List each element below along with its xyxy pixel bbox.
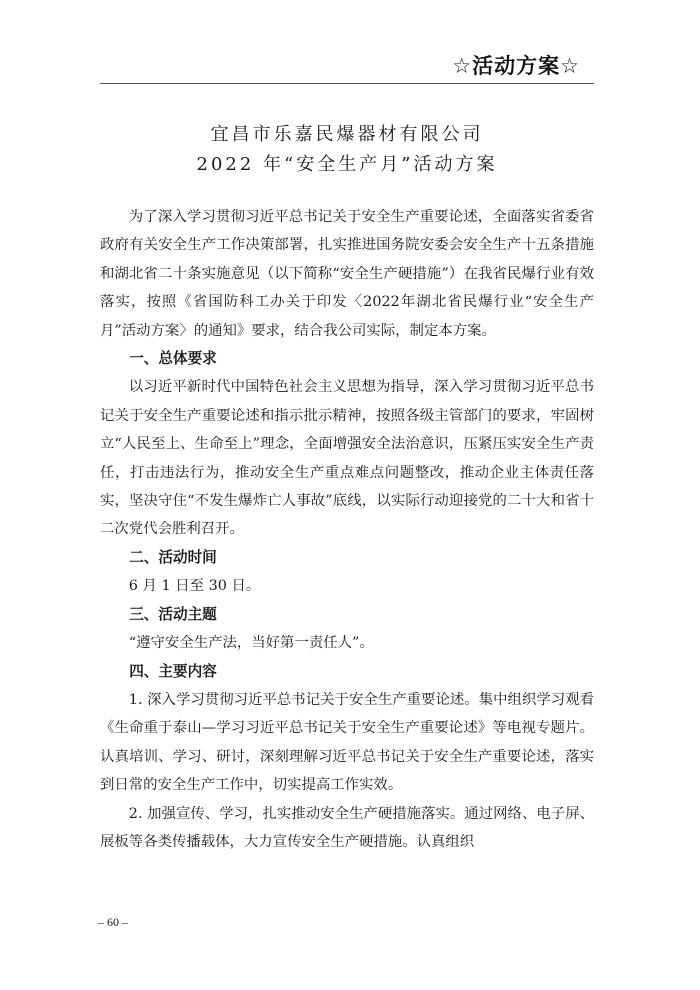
activity-theme-paragraph: “遵守安全生产法，当好第一责任人”。 <box>128 635 374 652</box>
section-heading-activity-time: 二、活动时间 <box>129 548 217 566</box>
header-divider <box>100 83 594 84</box>
document-body <box>100 203 594 856</box>
general-requirements-paragraph: 以习近平新时代中国特色社会主义思想为指导，深入学习贯彻习近平总书记关于安全生产重要论述和指示批示精神，按照各级主管部门的要求，牢固树立“人民至上、生命至上”理念，全面增强安全法治意识，压紧压实安全生产责任，打击违法行为，推动安全生产重点难点问题整改，推动企业主体责任落实，坚决守住“不发生爆炸亡人事故”底线，以实际行动迎接党的二十大和省十二次党代会胜利召开。 <box>100 379 594 538</box>
main-content-item-2: 2. 加强宣传、学习，扎实推动安全生产硬措施落实。通过网络、电子屏、展板等各类传播载体，大力宣传安全生产硬措施。认真组织 <box>100 805 594 850</box>
activity-time-paragraph: 6 月 1 日至 30 日。 <box>128 578 261 595</box>
document-title-plan: 2022 年“安全生产月”活动方案 <box>196 154 498 175</box>
main-content-item-1: 1. 深入学习贯彻习近平总书记关于安全生产重要论述。集中组织学习观看《生命重于泰山—学习习近平总书记关于安全生产重要论述》等电视专题片。认真培训、学习、研讨，深刻理解习近平总书记关于安全生产重要论述，落实到日常的安全生产工作中，切实提高工作实效。 <box>100 691 594 794</box>
intro-paragraph: 为了深入学习贯彻习近平总书记关于安全生产重要论述，全面落实省委省政府有关安全生产工作决策部署，扎实推进国务院安委会安全生产十五条措施和湖北省二十条实施意见（以下简称“安全生产硬措施”）在我省民爆行业有效落实，按照《省国防科工办关于印发〈2022年湖北省民爆行业“安全生产月”活动方案〉的通知》要求，结合我公司实际，制定本方案。 <box>100 209 594 339</box>
page-number: – 60 – <box>98 915 128 929</box>
document-title-company: 宜昌市乐嘉民爆器材有限公司 <box>210 124 484 145</box>
section-heading-general-requirements: 一、总体要求 <box>129 350 217 368</box>
section-heading-main-content: 四、主要内容 <box>129 662 217 680</box>
header-title: ☆活动方案☆ <box>452 54 580 78</box>
section-heading-activity-theme: 三、活动主题 <box>129 605 217 623</box>
